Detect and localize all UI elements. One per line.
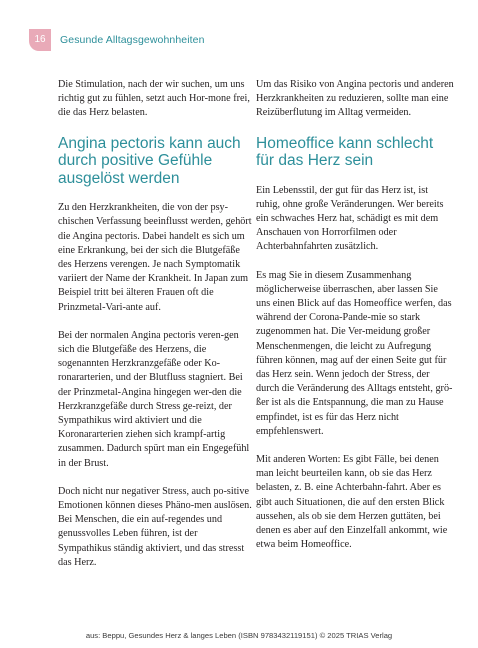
left-paragraph-2: Zu den Herzkrankheiten, die von der psy-chischen Verfassung beeinflusst werden, gehört die Angina pectoris. Dabei handelt es sich um eine Erkrankung, bei der sich die Blutgefäße des Herzens verengen. Je nach Symptomatik variiert der Name der Krankheit. In Japan zum Beispiel tritt bei älteren Frauen oft die Prinzmetal-Vari-ante auf. [58, 202, 252, 313]
left-paragraph-4: Doch nicht nur negativer Stress, auch po-sitive Emotionen können dieses Phäno-men auslösen. Bei Menschen, die ein auf-regendes und genussvolles Leben führen, ist der Sympathikus ständig aktiviert, und das stresst das Herz. [58, 485, 252, 568]
right-section-heading: Homeoffice kann schlecht für das Herz sein [256, 134, 434, 170]
left-column [58, 78, 253, 584]
right-paragraph-4: Mit anderen Worten: Es gibt Fälle, bei denen man leicht beurteilen kann, ob sie das Herz belasten, z. B. eine Achterbahn-fahrt. Aber es gibt auch Situationen, die auf den ersten Blick aussehen, als ob sie dem Herzen guttäten, bei denen es aber auf den Einzelfall ankommt, wie etwa beim Homeoffice. [256, 454, 448, 551]
page-footer-citation: aus: Beppu, Gesundes Herz & langes Leben (ISBN 9783432119151) © 2025 TRIAS Verlag [85, 631, 393, 640]
right-paragraph-1: Um das Risiko von Angina pectoris und anderen Herzkrankheiten zu reduzieren, sollte man eine Reizüberflutung im Alltag vermeiden. [256, 79, 454, 119]
right-paragraph-3: Es mag Sie in diesem Zusammenhang möglicherweise überraschen, aber lassen Sie uns einen Blick auf das Homeoffice werfen, das während der Corona-Pande-mie so stark zugenommen hat. Die Ver-meidung großer Menschenmengen, die leicht zu Aufregung führen können, mag auf der einen Seite gut für das Herz sein. Wenn jedoch der Stress, der durch die Veränderung des Alltags entsteht, grö-ßer ist als die Entspannung, die man zu Hause empfindet, ist es für das Herz nicht empfehlenswert. [256, 269, 453, 437]
left-paragraph-3: Bei der normalen Angina pectoris veren-gen sich die Blutgefäße des Herzens, die sogenannten Herzkranzgefäße oder Ko-ronararterien, und der Blutfluss stagniert. Bei der Prinzmetal-Angina hingegen wer-den die Herzkranzgefäße durch Stress ge-reizt, der Sympathikus wird aktiviert und die Koronararterien ziehen sich krampf-artig zusammen. Dadurch spürt man ein Engegefühl in der Brust. [58, 329, 250, 469]
running-title: Gesunde Alltagsgewohnheiten [60, 34, 205, 46]
right-paragraph-2: Ein Lebensstil, der gut für das Herz ist, ist ruhig, ohne große Veränderungen. Wer bereits ein schwaches Herz hat, schädigt es mit dem Anschauen von Horrorfilmen oder Achterbahnfahrten zusätzlich. [256, 184, 444, 253]
right-column [256, 78, 454, 566]
left-section-heading: Angina pectoris kann auch durch positive Gefühle ausgelöst werden [58, 134, 241, 187]
page-header [29, 29, 205, 51]
page-number: 16 [29, 29, 51, 51]
left-paragraph-1: Die Stimulation, nach der wir suchen, um uns richtig gut zu fühlen, setzt auch Hor-mone frei, die das Herz belasten. [58, 79, 250, 119]
